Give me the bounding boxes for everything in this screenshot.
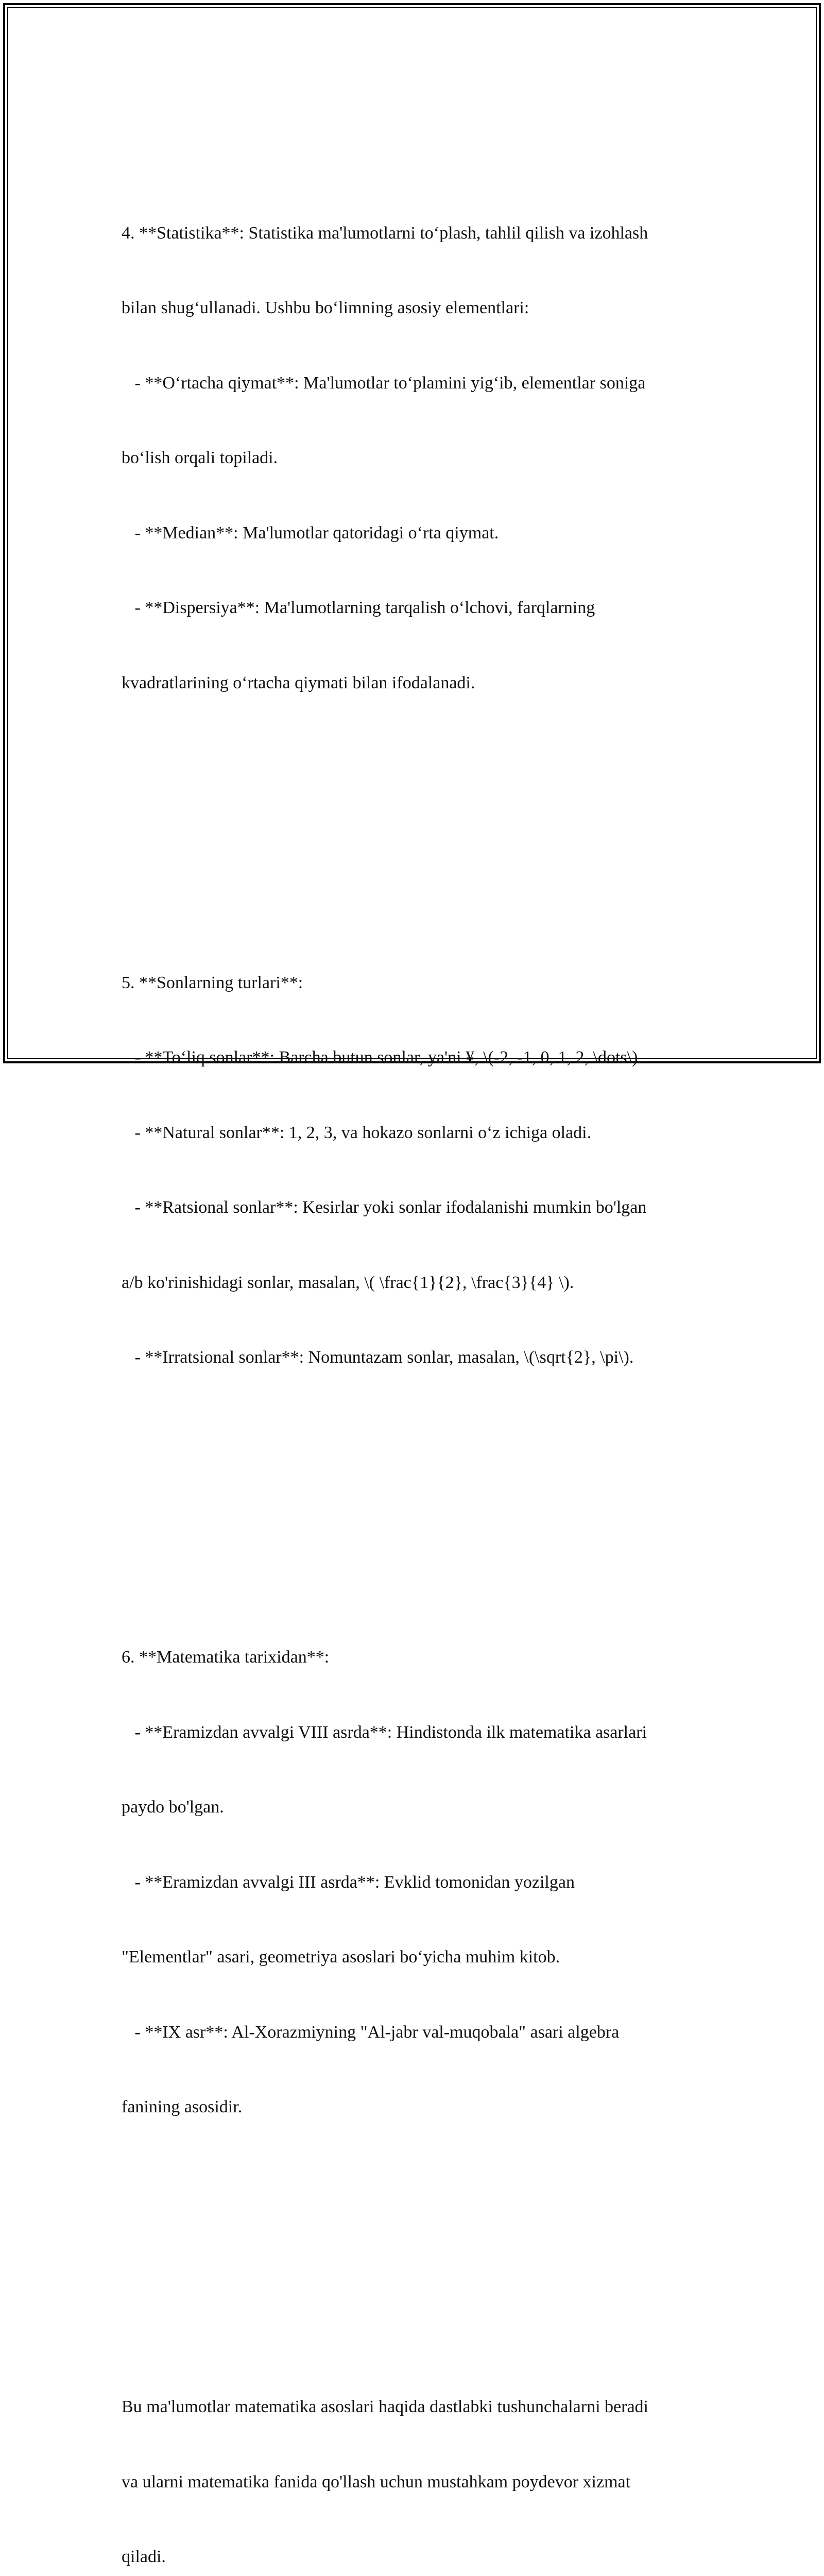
text-line: - **Eramizdan avvalgi VIII asrda**: Hindistonda ilk matematika asarlari <box>122 1722 647 1742</box>
text-line: 5. **Sonlarning turlari**: <box>122 973 303 992</box>
document-body <box>122 96 698 2576</box>
paragraph-gap <box>122 1470 698 1496</box>
text-line: - **IX asr**: Al-Xorazmiyning "Al-jabr val-muqobala" asari algebra <box>122 2022 620 2042</box>
text-line: bo‘lish orqali topiladi. <box>122 448 278 467</box>
text-line: kvadratlarining o‘rtacha qiymati bilan ifodalanadi. <box>122 673 475 692</box>
text-line: fanining asosidir. <box>122 2097 243 2116</box>
text-line: va ularni matematika fanida qo'llash uchun mustahkam poydevor xizmat <box>122 2472 631 2492</box>
text-line: - **Irratsional sonlar**: Nomuntazam sonlar, masalan, \(\sqrt{2}, \pi\). <box>122 1348 634 1367</box>
paragraph-gap <box>122 795 698 821</box>
text-line: 4. **Statistika**: Statistika ma'lumotlarni to‘plash, tahlil qilish va izohlash <box>122 223 648 243</box>
section-sonlarning-turlari <box>122 921 698 1420</box>
text-line: - **Median**: Ma'lumotlar qatoridagi o‘rta qiymat. <box>122 523 499 543</box>
section-statistika <box>122 171 698 746</box>
text-line: 6. **Matematika tarixidan**: <box>122 1648 330 1667</box>
text-line: - **O‘rtacha qiymat**: Ma'lumotlar to‘plamini yig‘ib, elementlar soniga <box>122 373 646 393</box>
section-matematika-tarixidan <box>122 1595 698 2170</box>
text-line: - **Eramizdan avvalgi III asrda**: Evklid tomonidan yozilgan <box>122 1872 575 1892</box>
text-line: - **Natural sonlar**: 1, 2, 3, va hokazo sonlarni o‘z ichiga oladi. <box>122 1123 592 1142</box>
text-line: Bu ma'lumotlar matematika asoslari haqida dastlabki tushunchalarni beradi <box>122 2397 648 2416</box>
text-line: - **Dispersiya**: Ma'lumotlarning tarqalish o‘lchovi, farqlarning <box>122 598 595 617</box>
text-line: - **Ratsional sonlar**: Kesirlar yoki sonlar ifodalanishi mumkin bo'lgan <box>122 1198 647 1217</box>
text-line: bilan shug‘ullanadi. Ushbu bo‘limning asosiy elementlari: <box>122 298 529 317</box>
paragraph-gap <box>122 2220 698 2245</box>
text-line: qiladi. <box>122 2547 166 2566</box>
section-conclusion <box>122 2345 698 2576</box>
text-line: - **To‘liq sonlar**: Barcha butun sonlar, ya'ni ¥, \(-2, -1, 0, 1, 2, \dots\). <box>122 1048 642 1067</box>
text-line: "Elementlar" asari, geometriya asoslari bo‘yicha muhim kitob. <box>122 1947 560 1967</box>
text-line: a/b ko'rinishidagi sonlar, masalan, \( \frac{1}{2}, \frac{3}{4} \). <box>122 1273 574 1292</box>
text-line: paydo bo'lgan. <box>122 1798 224 1817</box>
